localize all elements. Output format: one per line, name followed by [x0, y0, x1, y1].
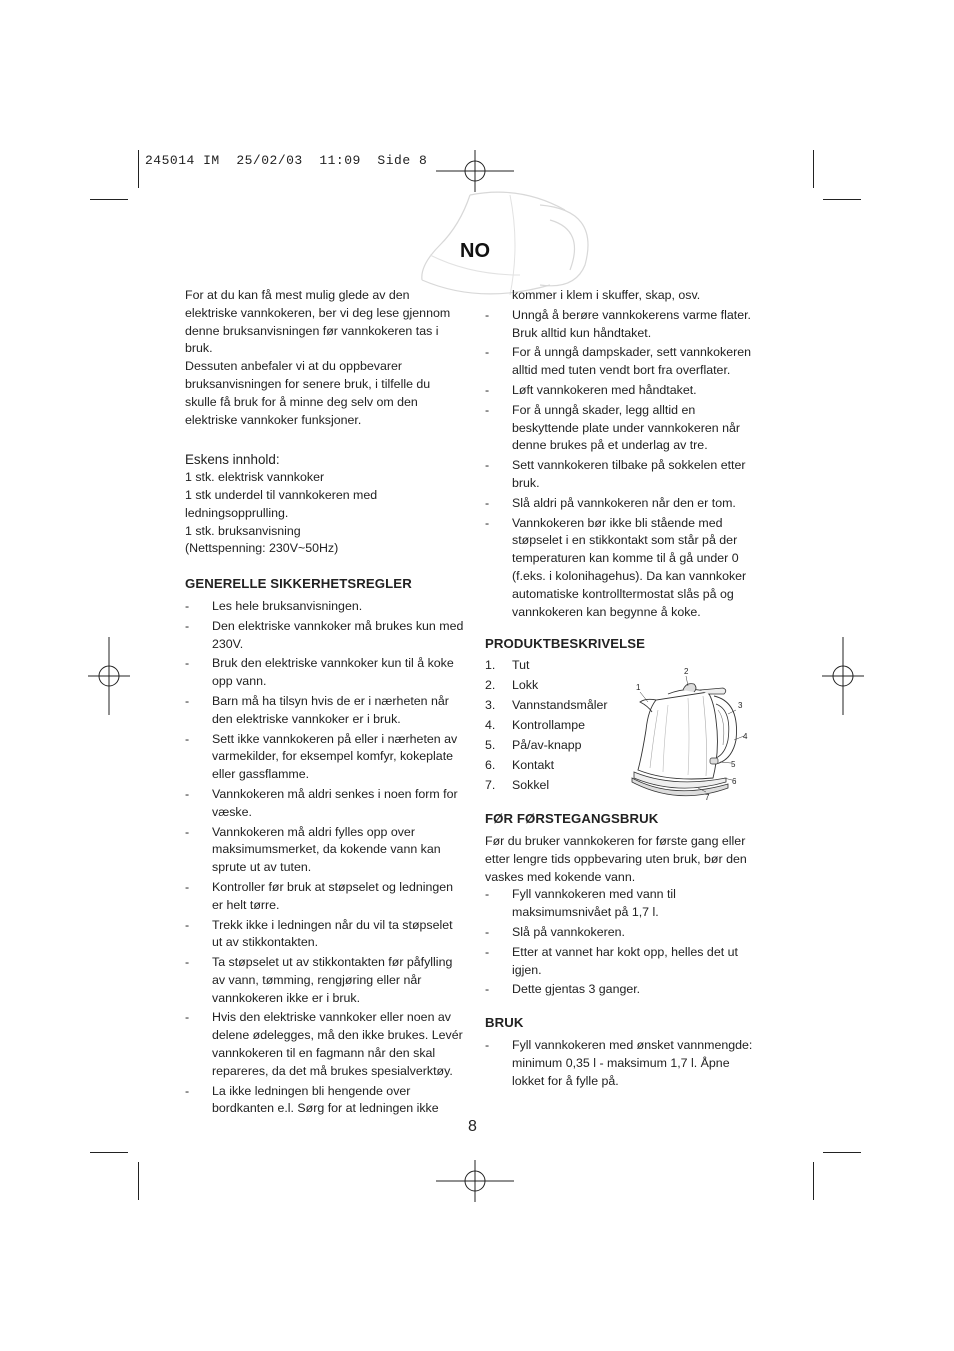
crop-mark	[813, 150, 814, 188]
list-item: - Etter at vannet har kokt opp, helles det ut igjen.	[485, 944, 738, 977]
list-item: - La ikke ledningen bli hengende over bordkanten e.l. Sørg for at ledningen ikke	[185, 1083, 439, 1116]
list-item: - Vannkokeren må aldri fylles opp over maksimumsmerket, da kokende vann kan sprute ut av tuten.	[185, 824, 441, 875]
diagram-label: 6	[732, 777, 737, 786]
diagram-label: 2	[684, 667, 689, 676]
crop-mark	[823, 1152, 861, 1153]
kettle-spout	[640, 699, 656, 712]
list-item: - Barn må ha tilsyn hvis de er i nærheten når den elektriske vannkoker er i bruk.	[185, 693, 449, 726]
usage-heading: BRUK	[485, 1015, 524, 1031]
list-item: 6. Kontakt	[485, 758, 555, 773]
diagram-label: 1	[636, 683, 641, 692]
list-item: - Sett vannkokeren tilbake på sokkelen etter bruk.	[485, 458, 746, 490]
list-item: 1. Tut	[485, 658, 530, 673]
box-contents-line: 1 stk. elektrisk vannkoker	[185, 470, 325, 485]
list-item: - Slå på vannkokeren.	[485, 924, 625, 939]
list-item: - Løft vannkokeren med håndtaket.	[485, 382, 697, 397]
crop-mark	[138, 150, 139, 188]
safety-list	[185, 598, 465, 1118]
first-use-intro: Før du bruker vannkokeren for første gang eller etter lengre tids oppbevaring uten bruk, bør den vaskes med kokende vann.	[485, 833, 747, 884]
usage-list	[485, 1037, 760, 1090]
registration-mark-bottom	[436, 1160, 514, 1202]
page-number: 8	[468, 1118, 477, 1135]
crop-mark	[90, 199, 128, 200]
list-item: - Kontroller før bruk at støpselet og ledningen er helt tørre.	[185, 879, 454, 912]
list-item: - Fyll vannkokeren med vann til maksimumsnivået på 1,7 l.	[485, 887, 676, 920]
safety-list-continued	[485, 307, 760, 622]
list-item: - Trekk ikke i ledningen når du vil ta støpselet ut av stikkontakten.	[185, 917, 453, 950]
list-item: 7. Sokkel	[485, 778, 550, 793]
list-item: 5. På/av-knapp	[485, 738, 582, 753]
print-slug: 245014 IM 25/02/03 11:09 Side 8	[145, 153, 428, 168]
list-item: - Bruk den elektriske vannkoker kun til å koke opp vann.	[185, 656, 454, 689]
list-item: - Den elektriske vannkoker må brukes kun med 230V.	[185, 618, 464, 651]
list-item: 2. Lokk	[485, 678, 539, 693]
product-heading: PRODUKTBESKRIVELSE	[485, 636, 646, 652]
crop-mark	[813, 1162, 814, 1200]
list-item: - Unngå å berøre vannkokerens varme flater. Bruk alltid kun håndtaket.	[485, 307, 751, 340]
continued-text: kommer i klem i skuffer, skap, osv.	[512, 288, 701, 302]
safety-heading: GENERELLE SIKKERHETSREGLER	[185, 576, 412, 592]
list-item: - For å unngå dampskader, sett vannkokeren alltid med tuten vendt bort fra overflater.	[485, 345, 752, 378]
intro-paragraph: For at du kan få mest mulig glede av den elektriske vannkokeren, ber vi deg lese gjennom denne bruksanvisningen før vannkokeren tas i bruk.	[185, 288, 451, 356]
kettle-body-outline	[638, 692, 717, 779]
crop-mark	[823, 199, 861, 200]
list-item: - Sett ikke vannkokeren på eller i nærheten av varmekilder, for eksempel komfyr, kokeplate eller gassflamme.	[185, 731, 458, 782]
box-contents-line: 1 stk. bruksanvisning	[185, 523, 301, 538]
box-contents-line: (Nettspenning: 230V~50Hz)	[185, 541, 339, 556]
first-use-heading: FØR FØRSTEGANGSBRUK	[485, 811, 659, 827]
list-item: - Fyll vannkokeren med ønsket vannmengde: minimum 0,35 l - maksimum 1,7 l. Åpne lokket for å fylle på.	[485, 1037, 753, 1088]
diagram-label: 7	[705, 793, 710, 802]
list-item: - Les hele bruksanvisningen.	[185, 598, 363, 613]
diagram-label: 5	[731, 760, 736, 769]
list-item: - Slå aldri på vannkokeren når den er tom.	[485, 495, 736, 510]
list-item: - Hvis den elektriske vannkoker eller noen av delene ødelegges, må den ikke brukes. Levér vannkokeren til en fagmann når den skal repareres, da det må brukes spesialverktøy.	[185, 1010, 463, 1078]
list-item: - Dette gjentas 3 ganger.	[485, 982, 641, 997]
box-contents-heading: Eskens innhold:	[185, 452, 280, 468]
language-code: NO	[460, 240, 490, 262]
list-item: - Vannkokeren må aldri senkes i noen form for væske.	[185, 786, 458, 819]
crop-mark	[138, 1162, 139, 1200]
registration-mark-right	[822, 637, 864, 715]
left-column	[185, 287, 465, 1120]
list-item: - Vannkokeren bør ikke bli stående med støpselet i en stikkontakt som står på der temperaturen kan komme til å gå under 0 (f.eks. i kolonihagehus). Da kan vannkoker automatiske kontrolltermostat slås på og vannkokeren kan begynne å koke.	[485, 515, 747, 619]
kettle-diagram	[628, 660, 758, 805]
diagram-label: 3	[738, 701, 743, 710]
list-item: 3. Vannstandsmåler	[485, 698, 608, 713]
crop-mark	[90, 1152, 128, 1153]
box-contents-line: 1 stk underdel til vannkokeren med ledningsopprulling.	[185, 487, 378, 520]
list-item: - Ta støpselet ut av stikkontakten før påfylling av vann, tømming, rengjøring eller når vannkokeren ikke er i bruk.	[185, 955, 453, 1005]
list-item: 4. Kontrollampe	[485, 718, 586, 733]
registration-mark-left	[88, 637, 130, 715]
list-item: - For å unngå skader, legg alltid en beskyttende plate under vannkokeren når denne brukes på et underlag av tre.	[485, 402, 741, 453]
diagram-label: 4	[743, 732, 748, 741]
intro-paragraph: Dessuten anbefaler vi at du oppbevarer bruksanvisningen for senere bruk, i tilfelle du skulle få bruk for å minne deg selv om den elektriske vannkoker funksjoner.	[185, 359, 431, 427]
first-use-list	[485, 886, 760, 999]
